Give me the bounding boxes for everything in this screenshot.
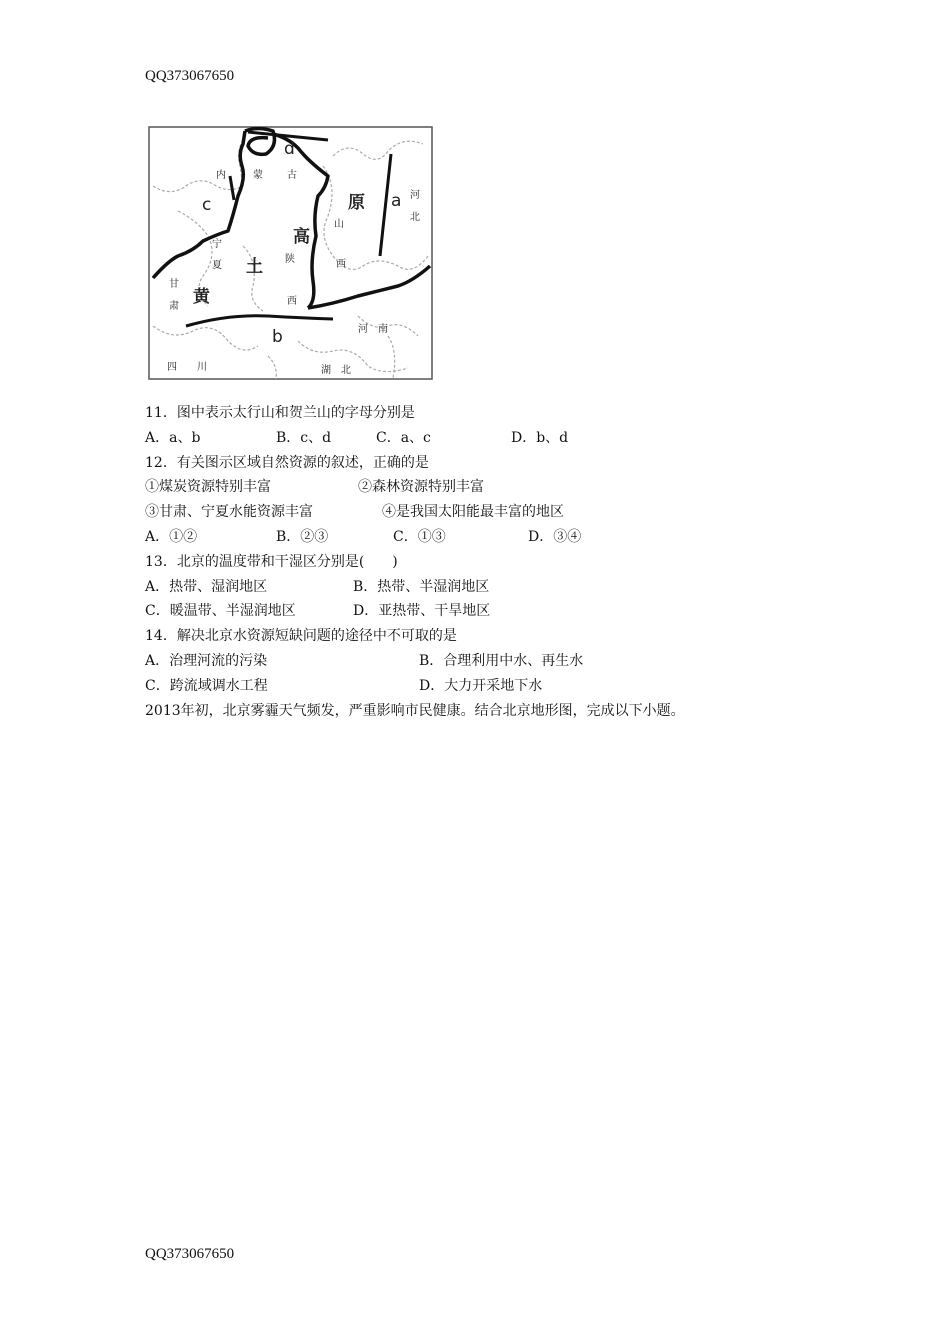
label-yuan: 原 bbox=[348, 193, 365, 213]
page-header: QQ373067650 bbox=[145, 68, 235, 84]
q14-option-b: B．合理利用中水、再生水 bbox=[419, 652, 584, 669]
q12-item-4: ④是我国太阳能最丰富的地区 bbox=[382, 504, 564, 521]
label-shan-xi-1: 山 bbox=[334, 219, 344, 230]
label-gu: 古 bbox=[287, 170, 297, 181]
label-c: c bbox=[202, 195, 212, 215]
q13-option-d: D．亚热带、干旱地区 bbox=[353, 603, 491, 620]
q11-option-b: B．c、d bbox=[276, 429, 332, 446]
label-d: d bbox=[284, 139, 295, 159]
q13-option-c: C．暖温带、半湿润地区 bbox=[145, 603, 296, 620]
q14-option-d: D．大力开采地下水 bbox=[419, 677, 543, 694]
q12-item-3: ③甘肃、宁夏水能资源丰富 bbox=[145, 504, 313, 521]
label-gan: 甘 bbox=[169, 279, 179, 290]
label-nei: 内 bbox=[216, 170, 226, 181]
label-shaan-1: 陕 bbox=[285, 254, 295, 265]
label-hubei: 湖 北 bbox=[321, 365, 351, 376]
label-su: 肃 bbox=[169, 301, 179, 312]
q11-options bbox=[145, 426, 825, 451]
q11-stem: 11．图中表示太行山和贺兰山的字母分别是 bbox=[145, 405, 415, 421]
q13-options-1 bbox=[145, 575, 825, 600]
label-b: b bbox=[272, 327, 283, 347]
label-he-bei-2: 北 bbox=[410, 212, 420, 223]
label-meng: 蒙 bbox=[253, 170, 263, 181]
q12-options bbox=[145, 525, 825, 550]
q12-option-a: A．①② bbox=[145, 528, 198, 545]
page-footer: QQ373067650 bbox=[145, 1246, 235, 1262]
q12-items-2 bbox=[145, 500, 825, 525]
q14-options-2 bbox=[145, 674, 825, 699]
q12-item-2: ②森林资源特别丰富 bbox=[358, 479, 484, 496]
label-xia: 夏 bbox=[212, 260, 222, 271]
label-sichuan: 四 川 bbox=[167, 362, 207, 373]
q11-option-c: C．a、c bbox=[376, 429, 431, 446]
q12-option-c: C．①③ bbox=[393, 528, 446, 545]
q14-options-1 bbox=[145, 649, 825, 674]
passage-intro: 2013年初，北京雾霾天气频发，严重影响市民健康。结合北京地形图，完成以下小题。 bbox=[145, 702, 685, 719]
question-list bbox=[145, 401, 825, 723]
label-huang: 黄 bbox=[193, 287, 210, 307]
label-henan: 河 南 bbox=[358, 324, 388, 335]
q14-stem: 14．解决北京水资源短缺问题的途径中不可取的是 bbox=[145, 628, 457, 645]
loess-plateau-map bbox=[148, 126, 434, 382]
q13-stem: 13．北京的温度带和干湿区分别是( ) bbox=[145, 553, 398, 570]
label-ning: 宁 bbox=[212, 239, 222, 250]
label-a: a bbox=[391, 191, 402, 211]
q14-option-c: C．跨流域调水工程 bbox=[145, 677, 268, 694]
label-tu: 土 bbox=[246, 257, 263, 277]
q12-stem: 12．有关图示区域自然资源的叙述，正确的是 bbox=[145, 454, 429, 471]
label-gao: 高 bbox=[293, 227, 310, 247]
q12-option-d: D．③④ bbox=[528, 528, 582, 545]
q14-option-a: A．治理河流的污染 bbox=[145, 652, 268, 669]
q11-option-a: A．a、b bbox=[145, 429, 201, 446]
q13-options-2 bbox=[145, 599, 825, 624]
label-he-bei-1: 河 bbox=[410, 190, 420, 201]
q12-item-1: ①煤炭资源特别丰富 bbox=[145, 479, 271, 496]
q13-option-b: B．热带、半湿润地区 bbox=[353, 578, 490, 595]
q12-items-1 bbox=[145, 475, 825, 500]
q12-option-b: B．②③ bbox=[276, 528, 329, 545]
q11-option-d: D．b、d bbox=[511, 429, 569, 446]
q13-option-a: A．热带、湿润地区 bbox=[145, 578, 268, 595]
label-shan-xi-2: 西 bbox=[336, 259, 346, 270]
label-shaan-2: 西 bbox=[287, 296, 297, 307]
